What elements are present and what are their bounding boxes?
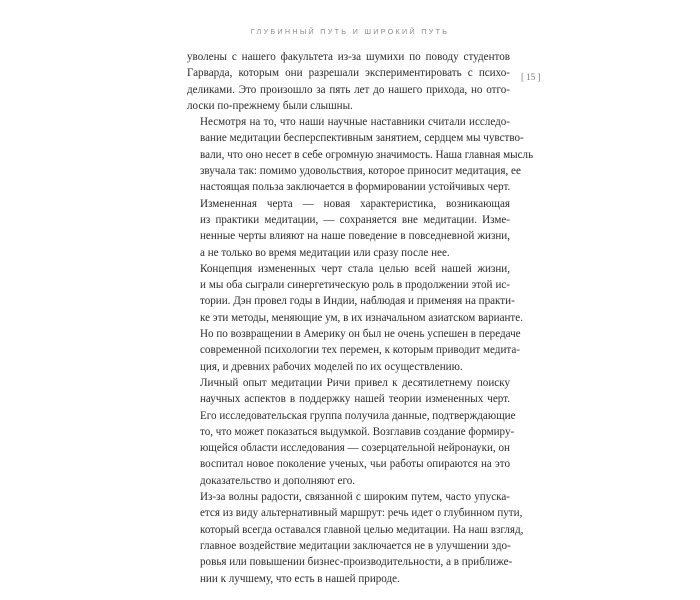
text-line: Его исследовательская группа получила данные, подтверждающие: [200, 409, 516, 422]
text-line: и мы оба сыграли синергетическую роль в продолжении этой ис-: [200, 279, 510, 292]
text-line: вание медитации бесперспективным занятием, сердцем мы чувство-: [200, 132, 524, 145]
text-line: ровья или повышении бизнес-производительности, а в приближе-: [200, 556, 513, 569]
text-line: Но по возвращении в Америку он был не очень успешен в передаче: [200, 328, 521, 341]
text-line: уволены с нашего факультета из-за шумихи по поводу студентов: [187, 51, 510, 63]
text-line: Гарварда, которым они разрешали экспериментировать с психо-: [187, 67, 510, 80]
text-line: ется из виду альтернативный маршрут: речь идет о глубинном пути,: [200, 507, 523, 520]
text-line: лоски по-прежнему были слышны.: [187, 99, 353, 112]
text-line: тории. Дэн провел годы в Индии, наблюдая и применяя на практи-: [200, 295, 515, 308]
text-line: который всегда оставался главной целью медитации. На наш взгляд,: [200, 523, 524, 536]
text-line: звучала так: помимо удовольствия, которое приносит медитация, ее: [200, 165, 521, 178]
text-line: Из-за волны радости, связанной с широким путем, часто упуска-: [200, 491, 510, 504]
paragraph-1: [187, 49, 510, 114]
text-line: из практики медитации, — сохраняется вне медитации. Изме-: [200, 213, 510, 226]
paragraph-4: [187, 261, 523, 375]
paragraph-6: [187, 489, 524, 587]
text-line: Личный опыт медитации Ричи привел к десятилетнему поиску: [200, 376, 510, 389]
text-line: главное воздействие медитации заключается не в улучшении здо-: [200, 539, 511, 552]
text-line: Несмотря на то, что наши научные наставники считали исследо-: [200, 116, 510, 129]
text-line: деликами. Это произошло за пять лет до нашего прихода, но отго-: [187, 83, 510, 96]
text-line: воспитал новое поколение ученых, чьи работы опираются на это: [200, 458, 510, 471]
text-line: то, что может показаться выдумкой. Возглавив создание формиру-: [200, 425, 515, 438]
page-number: [ 15 ]: [521, 72, 541, 82]
text-line: Концепция измененных черт стала целью всей нашей жизни,: [200, 262, 510, 275]
text-line: ненные черты влияют на наше поведение в повседневной жизни,: [200, 230, 510, 243]
text-line: а не только во время медитации или сразу после нее.: [200, 246, 450, 259]
text-line: Измененная черта — новая характеристика, возникающая: [200, 197, 510, 210]
text-line: ке эти методы, меняющие ум, в их изначальном азиатском варианте.: [200, 311, 523, 324]
paragraph-2: [187, 114, 534, 195]
text-line: настоящая польза заключается в формировании устойчивых черт.: [200, 181, 511, 194]
text-line: нии к лучшему, что есть в нашей природе.: [200, 572, 400, 585]
text-line: ция, и древних рабочих моделей по их осуществлению.: [200, 360, 463, 373]
text-line: современной психологии тех перемен, к которым приводит медита-: [200, 344, 520, 357]
text-line: доказательство и дополняют его.: [200, 474, 356, 487]
paragraph-3: [187, 196, 510, 261]
text-line: научных аспектов в поддержку нашей теории измененных черт.: [200, 393, 510, 406]
text-line: ющейся области исследования — созерцательной нейронауки, он: [200, 442, 510, 455]
paragraph-5: [187, 375, 516, 489]
text-line: вали, что оно несет в себе огромную значимость. Наша главная мысль: [200, 148, 534, 161]
running-head: ГЛУБИННЫЙ ПУТЬ И ШИРОКИЙ ПУТЬ: [250, 27, 450, 36]
